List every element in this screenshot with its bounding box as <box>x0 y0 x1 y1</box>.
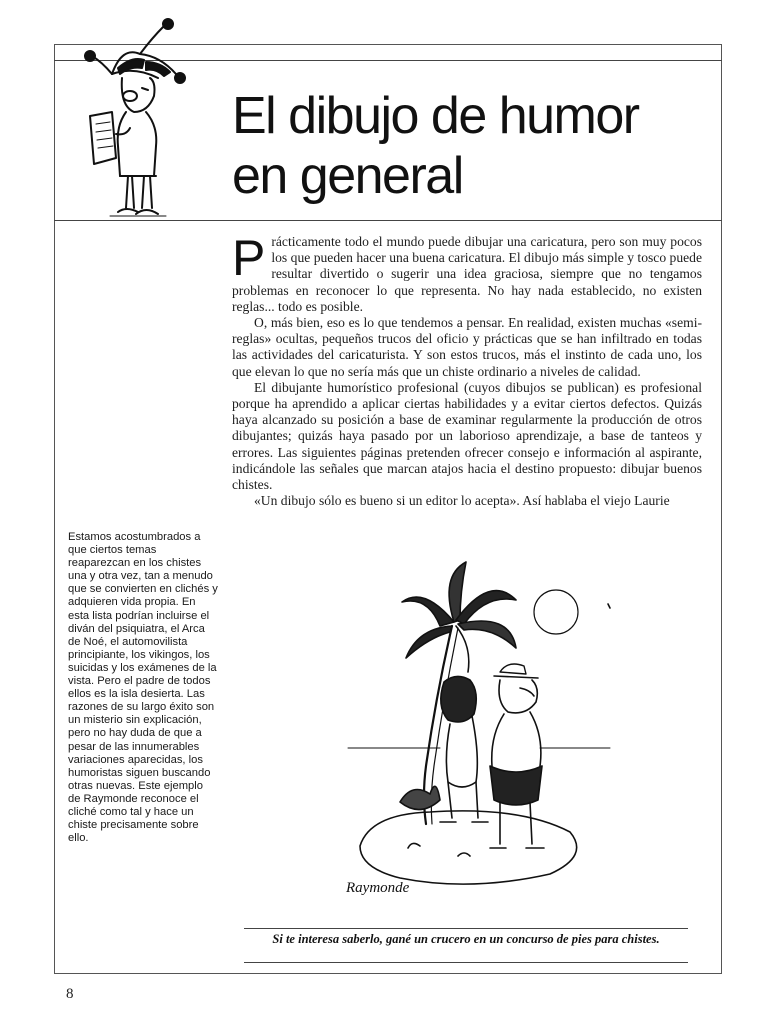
paragraph-2: O, más bien, eso es lo que tendemos a pensar. En realidad, existen muchas «semi-reglas» ocultas, pequeños trucos del oficio y prácticas que se han infiltrado en todas las actividades del caricaturista. Y son estos trucos, más el instinto de cada uno, los que elevan lo que no sería más que un chiste ordinario a niveles de calidad. <box>232 315 702 379</box>
paragraph-1 <box>232 230 702 315</box>
caption-bottom-rule <box>244 962 688 963</box>
paragraph-3: El dibujante humorístico profesional (cuyos dibujos se publican) es profesional porque ha aprendido a aplicar ciertas habilidades y a evitar ciertos defectos. Quizás haya alcanzado su posición a base de examinar regularmente la producción de otros dibujantes; quizás haya pasado por un laborioso aprendizaje, a base de tanteos y errores. Las siguientes páginas pretenden ofrecer consejo e información al aspirante, indicándole las señales que marcan atajos hacia el destino propuesto: dibujar buenos chistes. <box>232 379 702 493</box>
jester-illustration <box>82 16 202 221</box>
paragraph-4: «Un dibujo sólo es bueno si un editor lo acepta». Así hablaba el viejo Laurie <box>254 493 670 509</box>
cartoon-caption: Si te interesa saberlo, gané un crucero en un concurso de pies para chistes. <box>272 932 660 946</box>
page-title <box>232 86 712 206</box>
title-line-1: El dibujo de humor <box>232 87 639 145</box>
drop-cap: P <box>232 230 266 286</box>
title-line-2: en general <box>232 147 463 205</box>
paragraph-1-text: rácticamente todo el mundo puede dibujar una caricatura, pero son muy pocos los que pueden hacer una buena caricatura. El dibujo más simple y tosco puede resultar divertido o sugerir una idea graciosa, siempre que no tengamos problemas en reconocer lo que representa. No hay nada establecido, no existen reglas... todo es posible. <box>232 234 702 314</box>
caption-top-rule <box>244 928 688 929</box>
page-number: 8 <box>66 986 74 1002</box>
side-caption: Estamos acostumbrados a que ciertos temas reaparezcan en los chistes una y otra vez, tan a menudo que se convierten en clichés y adquieren vida propia. En esta lista podrían incluirse el diván del psiquiatra, el Arca de Noé, el automovilista principiante, los vikingos, los suicidas y los exámenes de la vista. Pero el padre de todos ellos es la isla desierta. Las razones de su largo éxito son un misterio sin explicación, pero no hay duda de que a pesar de las innumerables variaciones aparecidas, los humoristas siguen buscando otras nuevas. Este ejemplo de Raymonde reconoce el cliché como tal y hace un chiste precisamente sobre ello. <box>68 531 218 845</box>
desert-island-cartoon <box>340 556 630 906</box>
cartoon-signature: Raymonde <box>346 880 410 896</box>
body-text <box>232 230 702 509</box>
